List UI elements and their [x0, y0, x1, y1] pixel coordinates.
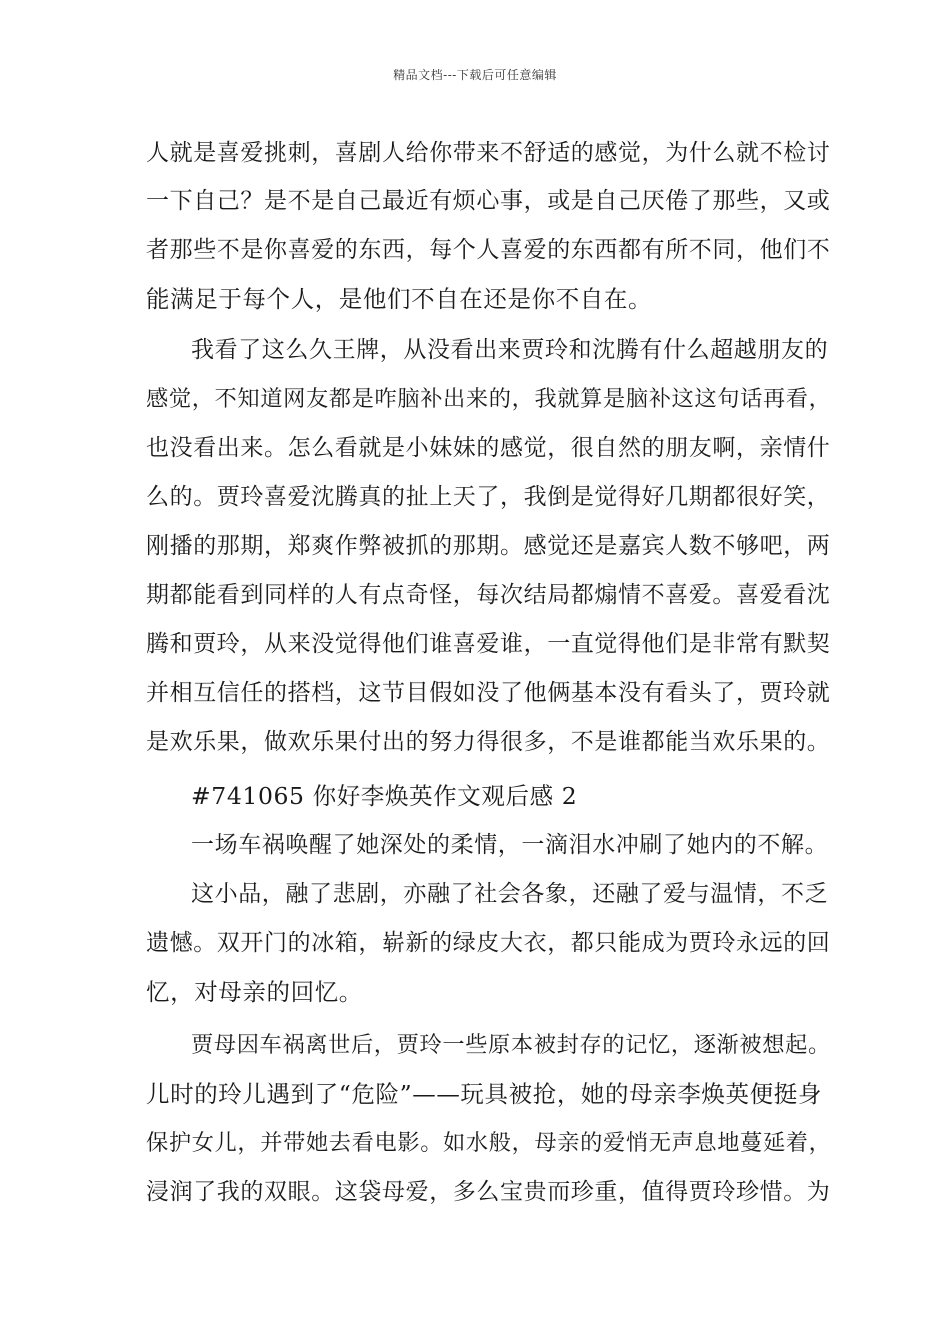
text-line: 期都能看到同样的人有点奇怪，每次结局都煽情不喜爱。喜爱看沈 — [146, 582, 831, 608]
text-line: 儿时的玲儿遇到了“危险”——玩具被抢，她的母亲李焕英便挺身 — [146, 1080, 822, 1108]
text-line: 也没看出来。怎么看就是小妹妹的感觉，很自然的朋友啊，亲情什 — [146, 435, 831, 461]
text-line: 么的。贾玲喜爱沈腾真的扯上天了，我倒是觉得好几期都很好笑， — [146, 484, 831, 510]
section-heading: #741065 你好李焕英作文观后感 2 — [191, 782, 578, 810]
page-header: 精品文档---下载后可任意编辑 — [393, 68, 557, 82]
text-line: 并相互信任的搭档，这节目假如没了他俩基本没有看头了，贾玲就 — [146, 680, 831, 706]
text-line: 刚播的那期，郑爽作弊被抓的那期。感觉还是嘉宾人数不够吧，两 — [146, 533, 831, 559]
paragraph-first-line: 贾母因车祸离世后，贾玲一些原本被封存的记忆，逐渐被想起。 — [191, 1032, 831, 1058]
paragraph-first-line: 这小品，融了悲剧，亦融了社会各象，还融了爱与温情，不乏 — [191, 881, 829, 907]
text-line: 人就是喜爱挑刺，喜剧人给你带来不舒适的感觉，为什么就不检讨 — [146, 140, 831, 166]
text-line: 忆，对母亲的回忆。 — [146, 978, 363, 1006]
text-line: 能满足于每个人，是他们不自在还是你不自在。 — [146, 285, 653, 313]
text-line: 感觉，不知道网友都是咋脑补出来的，我就算是脑补这这句话再看， — [146, 386, 832, 412]
text-line: 一下自己？是不是自己最近有烦心事，或是自己厌倦了那些，又或 — [146, 188, 831, 214]
text-line: 遗憾。双开门的冰箱，崭新的绿皮大衣，都只能成为贾玲永远的回 — [146, 930, 831, 956]
text-line: 腾和贾玲，从来没觉得他们谁喜爱谁，一直觉得他们是非常有默契 — [146, 631, 831, 657]
text-line: 是欢乐果，做欢乐果付出的努力得很多，不是谁都能当欢乐果的。 — [146, 729, 831, 755]
text-line: 保护女儿，并带她去看电影。如水般，母亲的爱悄无声息地蔓延着， — [146, 1130, 832, 1156]
paragraph-first-line: 一场车祸唤醒了她深处的柔情，一滴泪水冲刷了她内的不解。 — [191, 832, 829, 858]
text-line: 浸润了我的双眼。这袋母爱，多么宝贵而珍重，值得贾玲珍惜。为 — [146, 1179, 831, 1205]
text-line: 者那些不是你喜爱的东西，每个人喜爱的东西都有所不同，他们不 — [146, 237, 831, 263]
paragraph-first-line: 我看了这么久王牌，从没看出来贾玲和沈腾有什么超越朋友的 — [191, 337, 829, 363]
